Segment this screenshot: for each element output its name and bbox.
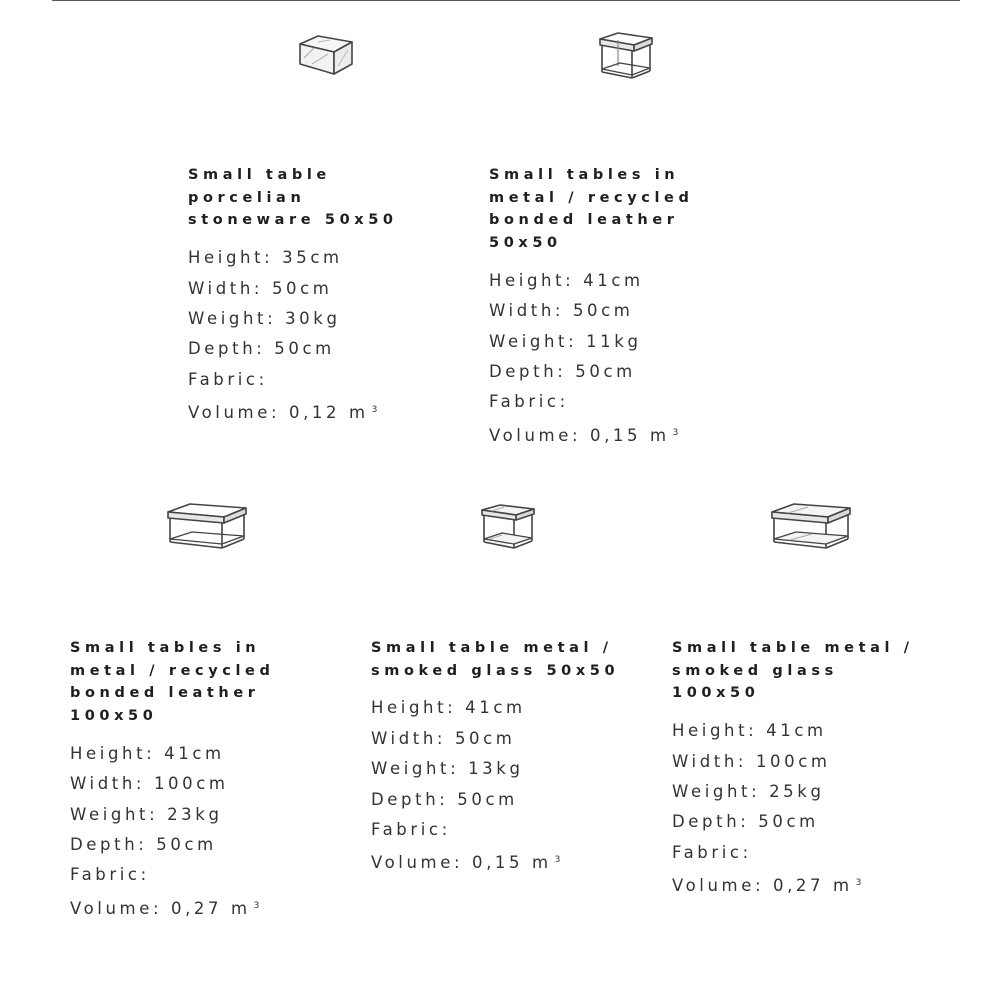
- spec-weight: Weight: 30kg: [188, 308, 341, 328]
- spec-height: Height: 35cm: [188, 248, 343, 268]
- product-title: Small table metal / smoked glass 100x50: [672, 640, 914, 702]
- spec-width: Width: 50cm: [188, 278, 333, 298]
- spec-weight: Weight: 25kg: [672, 781, 825, 801]
- cube-table-icon: [296, 32, 356, 78]
- product-card-leather-100x50: [70, 637, 360, 924]
- spec-height: Height: 41cm: [70, 743, 225, 763]
- spec-fabric: Fabric:: [672, 842, 752, 862]
- square-table-icon: [596, 30, 656, 82]
- spec-width: Width: 50cm: [371, 728, 516, 748]
- spec-volume: Volume: 0,15 m $^3$: [489, 425, 679, 445]
- spec-fabric: Fabric:: [489, 392, 569, 412]
- spec-volume: Volume: 0,27 m $^3$: [70, 898, 260, 918]
- spec-depth: Depth: 50cm: [371, 789, 518, 809]
- spec-width: Width: 50cm: [489, 301, 634, 321]
- long-table-icon: [164, 500, 250, 552]
- product-title: Small table metal / smoked glass 50x50: [371, 640, 620, 679]
- spec-depth: Depth: 50cm: [70, 835, 217, 855]
- product-card-leather-50x50: [489, 164, 779, 451]
- glass-long-table-icon: [768, 500, 854, 552]
- spec-fabric: Fabric:: [70, 865, 150, 885]
- spec-height: Height: 41cm: [489, 270, 644, 290]
- product-title: Small table porcelian stoneware 50x50: [188, 167, 398, 229]
- top-divider: [52, 0, 960, 1]
- spec-height: Height: 41cm: [672, 721, 827, 741]
- spec-depth: Depth: 50cm: [489, 362, 636, 382]
- glass-square-table-icon: [478, 502, 538, 552]
- spec-volume: Volume: 0,27 m $^3$: [672, 876, 862, 896]
- spec-volume: Volume: 0,12 m $^3$: [188, 403, 378, 423]
- product-card-glass-100x50: [672, 637, 962, 902]
- product-title: Small tables in metal / recycled bonded leather 100x50: [70, 640, 275, 725]
- spec-weight: Weight: 23kg: [70, 804, 223, 824]
- spec-weight: Weight: 13kg: [371, 759, 524, 779]
- spec-depth: Depth: 50cm: [188, 339, 335, 359]
- spec-width: Width: 100cm: [672, 751, 831, 771]
- spec-weight: Weight: 11kg: [489, 331, 642, 351]
- product-card-porcelain-50x50: [188, 164, 478, 429]
- spec-width: Width: 100cm: [70, 774, 229, 794]
- product-title: Small tables in metal / recycled bonded leather 50x50: [489, 167, 694, 252]
- product-card-glass-50x50: [371, 637, 661, 879]
- spec-fabric: Fabric:: [371, 820, 451, 840]
- spec-fabric: Fabric:: [188, 369, 268, 389]
- spec-volume: Volume: 0,15 m $^3$: [371, 853, 561, 873]
- spec-height: Height: 41cm: [371, 698, 526, 718]
- spec-depth: Depth: 50cm: [672, 812, 819, 832]
